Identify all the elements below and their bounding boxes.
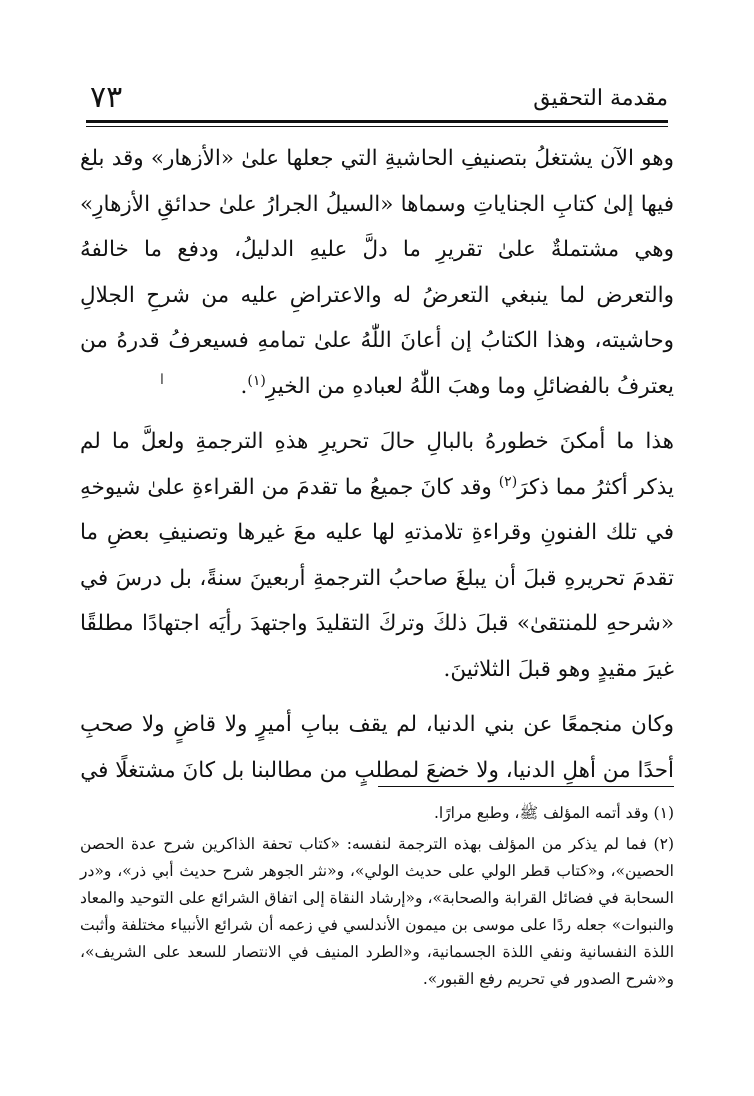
paragraph-3: وكان منجمعًا عن بني الدنيا، لم يقف ببابِ أميرٍ ولا قاضٍ ولا صحبِ أحدًا من أهلِ الدنيا، ولا خضعَ لمطلبٍ من مطالبنا بل كانَ مشتغلًا في xyxy=(80,712,674,783)
margin-mark: ا xyxy=(160,372,164,388)
footnotes xyxy=(80,800,674,993)
footnote-ref-2[interactable]: (٢) xyxy=(498,473,518,490)
page-number: ٧٣ xyxy=(90,80,123,115)
footnote-1: (١) وقد أتمه المؤلف ﷺ، وطبع مرارًا. xyxy=(433,804,674,822)
paragraph-1-text: وهو الآن يشتغلُ بتصنيفِ الحاشيةِ التي جعلها علىٰ «الأزهار» وقد بلغ فيها إلىٰ كتابِ الجناياتِ وسماها «السيلُ الجرارُ علىٰ حدائقِ الأزهارِ» وهي مشتملةٌ علىٰ تقريرِ ما دلَّ عليهِ الدليلُ، ودفع ما خالفهُ والتعرض لما ينبغي التعرضُ له والاعتراضِ عليه من شرحِ الجلالِ وحاشيته، وهذا الكتابُ إن أعانَ اللّٰهُ علىٰ تمامهِ فسيعرفُ قدرهُ من يعترفُ بالفضائلِ وما وهبَ اللّٰهُ لعبادهِ من الخيرِ xyxy=(80,146,674,399)
paragraph-2 xyxy=(80,419,674,692)
main-text xyxy=(80,136,674,793)
running-title: مقدمة التحقيق xyxy=(533,86,668,111)
header-rule-thin xyxy=(86,126,668,127)
paragraph-1 xyxy=(80,136,674,409)
footnote-2: (٢) فما لم يذكر من المؤلف بهذه الترجمة لنفسه: «كتاب تحفة الذاكرين شرح عدة الحصن الحصين»، و«كتاب قطر الولي على حديث الولي»، و«نثر الجوهر شرح حديث أبي ذر»، و«در السحابة في فضائل القرابة والصحابة»، و«إرشاد النقاة إلى اتفاق الشرائع على التوحيد والمعاد والنبوات» جعله ردًا على موسى بن ميمون الأندلسي في زعمه أن شرائع الأنبياء مختلفة وأثبت اللذة النفسانية ونفي اللذة الجسمانية، و«الطرد المنيف في الانتصار للسعد على الشريف»، و«شرح الصدور في تحريم رفع القبور». xyxy=(80,835,674,988)
footnote-rule xyxy=(378,786,674,787)
paragraph-1-end: . xyxy=(240,373,248,399)
paragraph-2-text-b: وقد كانَ جميعُ ما تقدمَ من القراءةِ علىٰ شيوخهِ في تلك الفنونِ وقراءةِ تلامذتهِ لها عليه معَ غيرها وتصنيفِ بعضِ ما تقدمَ تحريرهِ قبلَ أن يبلغَ صاحبُ الترجمةِ أربعينَ سنةً، بل درسَ في «شرحهِ للمنتقىٰ» قبلَ ذلكَ وتركَ التقليدَ واجتهدَ رأيَه اجتهادًا مطلقًا غيرَ مقيدٍ وهو قبلَ الثلاثينَ. xyxy=(80,474,674,682)
header-rule-thick xyxy=(86,120,668,123)
footnote-ref-1[interactable]: (١) xyxy=(247,372,266,389)
paragraph-2-text-a: هذا ما أمكنَ خطورهُ بالبالِ حالَ تحريرِ هذهِ الترجمةِ ولعلَّ ما لم يذكر أكثرُ مما ذكرَ xyxy=(80,429,674,500)
running-head xyxy=(86,82,668,116)
